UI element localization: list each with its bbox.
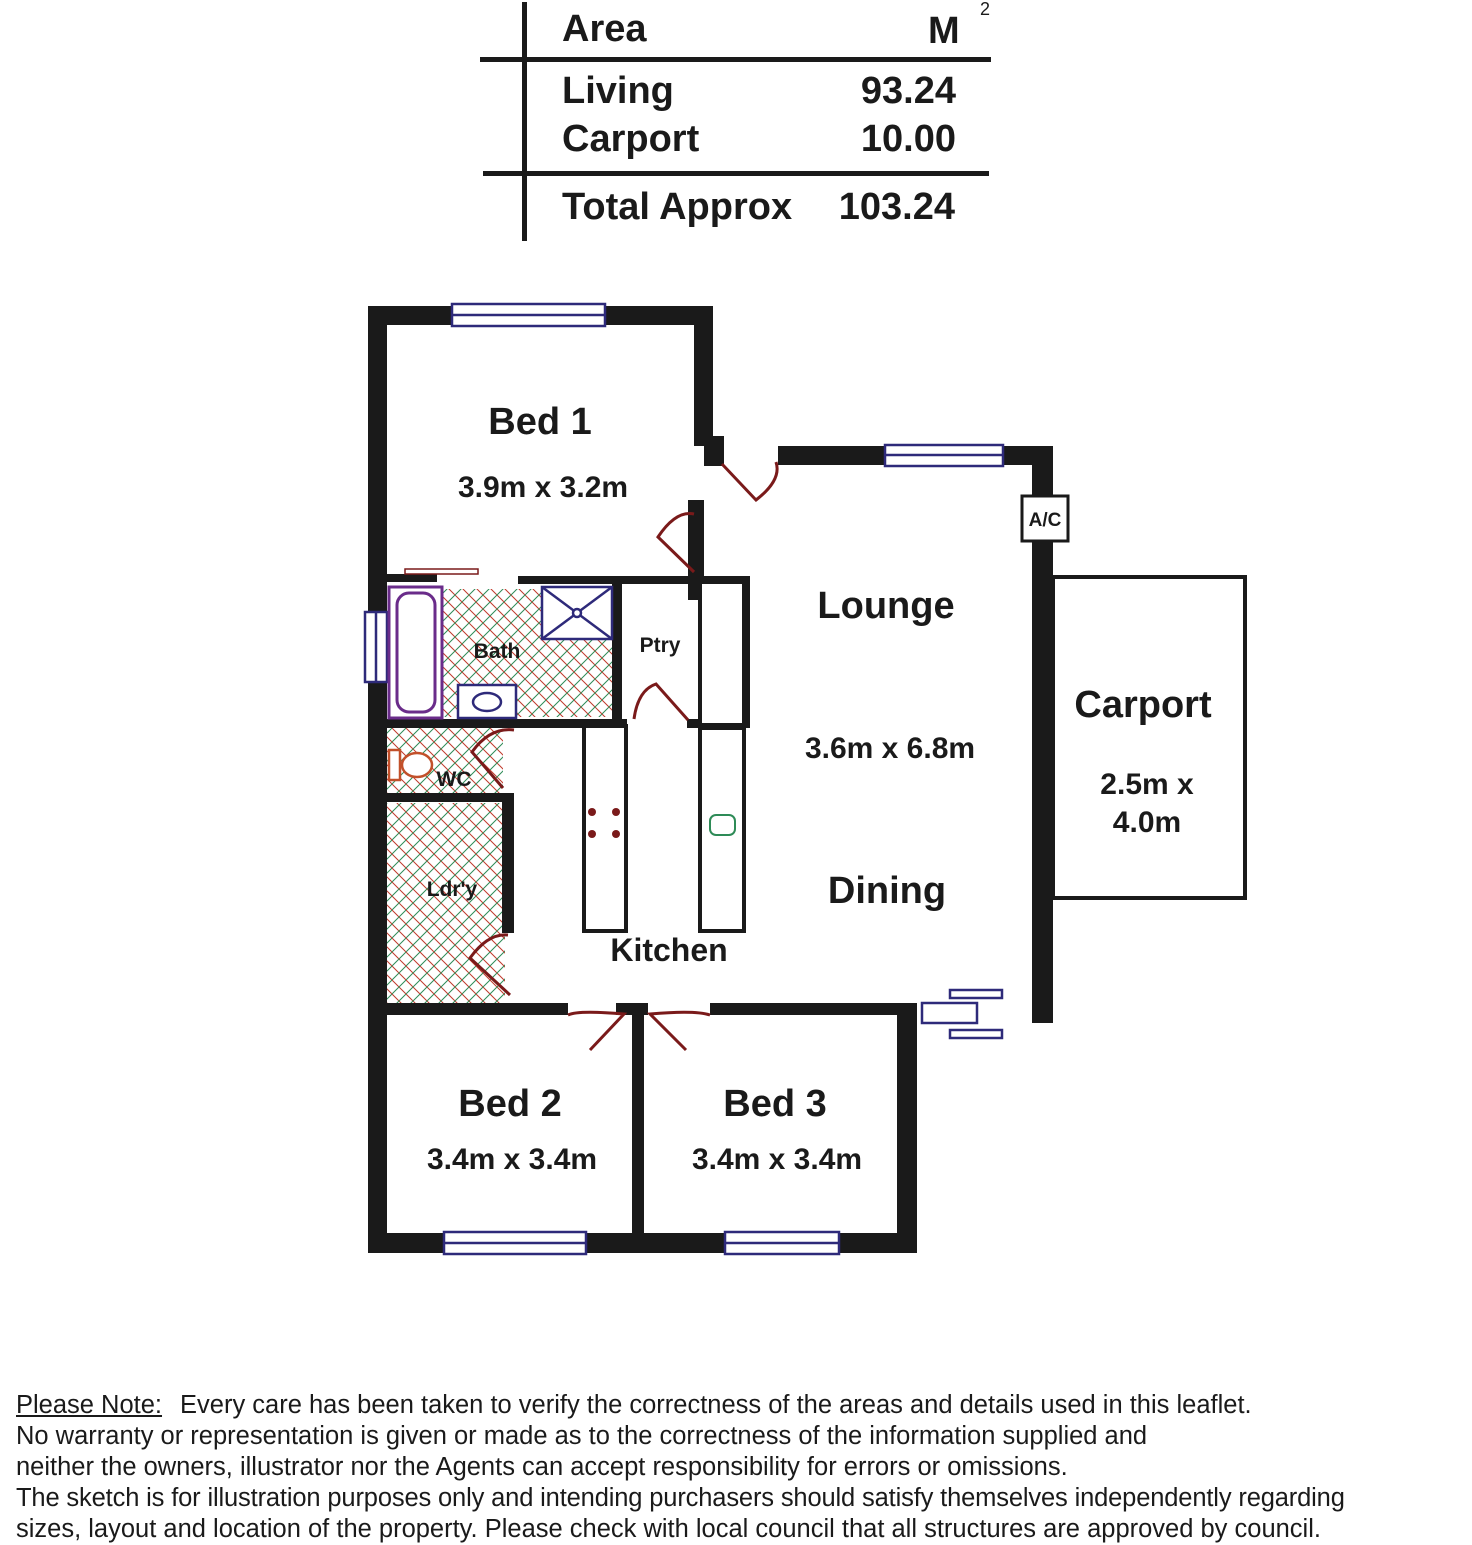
room-labels: [427, 401, 1212, 1176]
bed1-size: 3.9m x 3.2m: [457, 471, 629, 504]
window: [365, 612, 387, 682]
vanity-basin: [458, 685, 516, 718]
wc-name: WC: [436, 768, 472, 791]
area-table-header-unit: M: [928, 10, 960, 52]
bed3-name: Bed 3: [723, 1083, 827, 1125]
disclaimer-line: No warranty or representation is given or made as to the correctness of the information supplied and: [16, 1422, 1148, 1450]
bed1-name: Bed 1: [488, 401, 592, 443]
bed1-robe-door: [405, 569, 478, 574]
area-table-row-value: 10.00: [860, 118, 956, 160]
area-table-row-label: Carport: [562, 118, 700, 160]
ac-name: A/C: [1028, 510, 1062, 531]
disclaimer: [16, 1390, 1472, 1545]
disclaimer-line: The sketch is for illustration purposes only and intending purchasers should satisfy themselves independently regarding: [16, 1484, 1345, 1512]
disclaimer-line: neither the owners, illustrator nor the Agents can accept responsibility for errors or omissions.: [16, 1453, 1068, 1481]
disclaimer-heading: Please Note:: [16, 1391, 163, 1419]
area-table-total-label: Total Approx: [562, 186, 793, 228]
sink-bench: [700, 728, 744, 931]
bathtub: [389, 587, 442, 718]
window: [452, 304, 605, 326]
pantry-bench: [700, 582, 744, 725]
pantry-name: Ptry: [639, 634, 681, 657]
door-swing: [650, 1012, 710, 1050]
disclaimer-line: sizes, layout and location of the property. Please check with local council that all structures are approved by council.: [16, 1515, 1321, 1543]
bed2-size: 3.4m x 3.4m: [426, 1143, 598, 1176]
door-swing: [634, 684, 688, 720]
disclaimer-text: Every care has been taken to verify the correctness of the areas and details used in this leaflet.: [180, 1391, 1252, 1419]
carport-name: Carport: [1074, 684, 1212, 726]
dining-name: Dining: [827, 870, 947, 912]
window: [444, 1232, 586, 1254]
cooktop-bench: [584, 726, 626, 931]
area-table-row-label: Living: [562, 70, 674, 112]
carport-outline: [1053, 577, 1245, 898]
disclaimer-line: [16, 1390, 1472, 1421]
carport-size-line2: 4.0m: [1112, 806, 1182, 839]
area-table-header-unit-superscript: 2: [980, 0, 991, 19]
window: [725, 1232, 839, 1254]
area-table-total-value: 103.24: [838, 186, 955, 228]
kitchen-name: Kitchen: [610, 932, 728, 968]
bed2-name: Bed 2: [458, 1083, 562, 1125]
laundry-name: Ldr'y: [426, 878, 478, 901]
area-table-row-value: 93.24: [860, 70, 956, 112]
lounge-size: 3.6m x 6.8m: [804, 732, 976, 765]
bath-name: Bath: [473, 640, 521, 663]
carport-size-line1: 2.5m x: [1100, 768, 1194, 801]
window: [885, 445, 1003, 466]
door-swing: [722, 462, 777, 500]
area-table-header-label: Area: [562, 8, 647, 50]
sliding-door: [922, 990, 1002, 1038]
bed3-size: 3.4m x 3.4m: [691, 1143, 863, 1176]
toilet: [389, 750, 432, 780]
shower: [542, 587, 612, 639]
lounge-name: Lounge: [817, 585, 955, 627]
door-swing: [568, 1012, 624, 1050]
